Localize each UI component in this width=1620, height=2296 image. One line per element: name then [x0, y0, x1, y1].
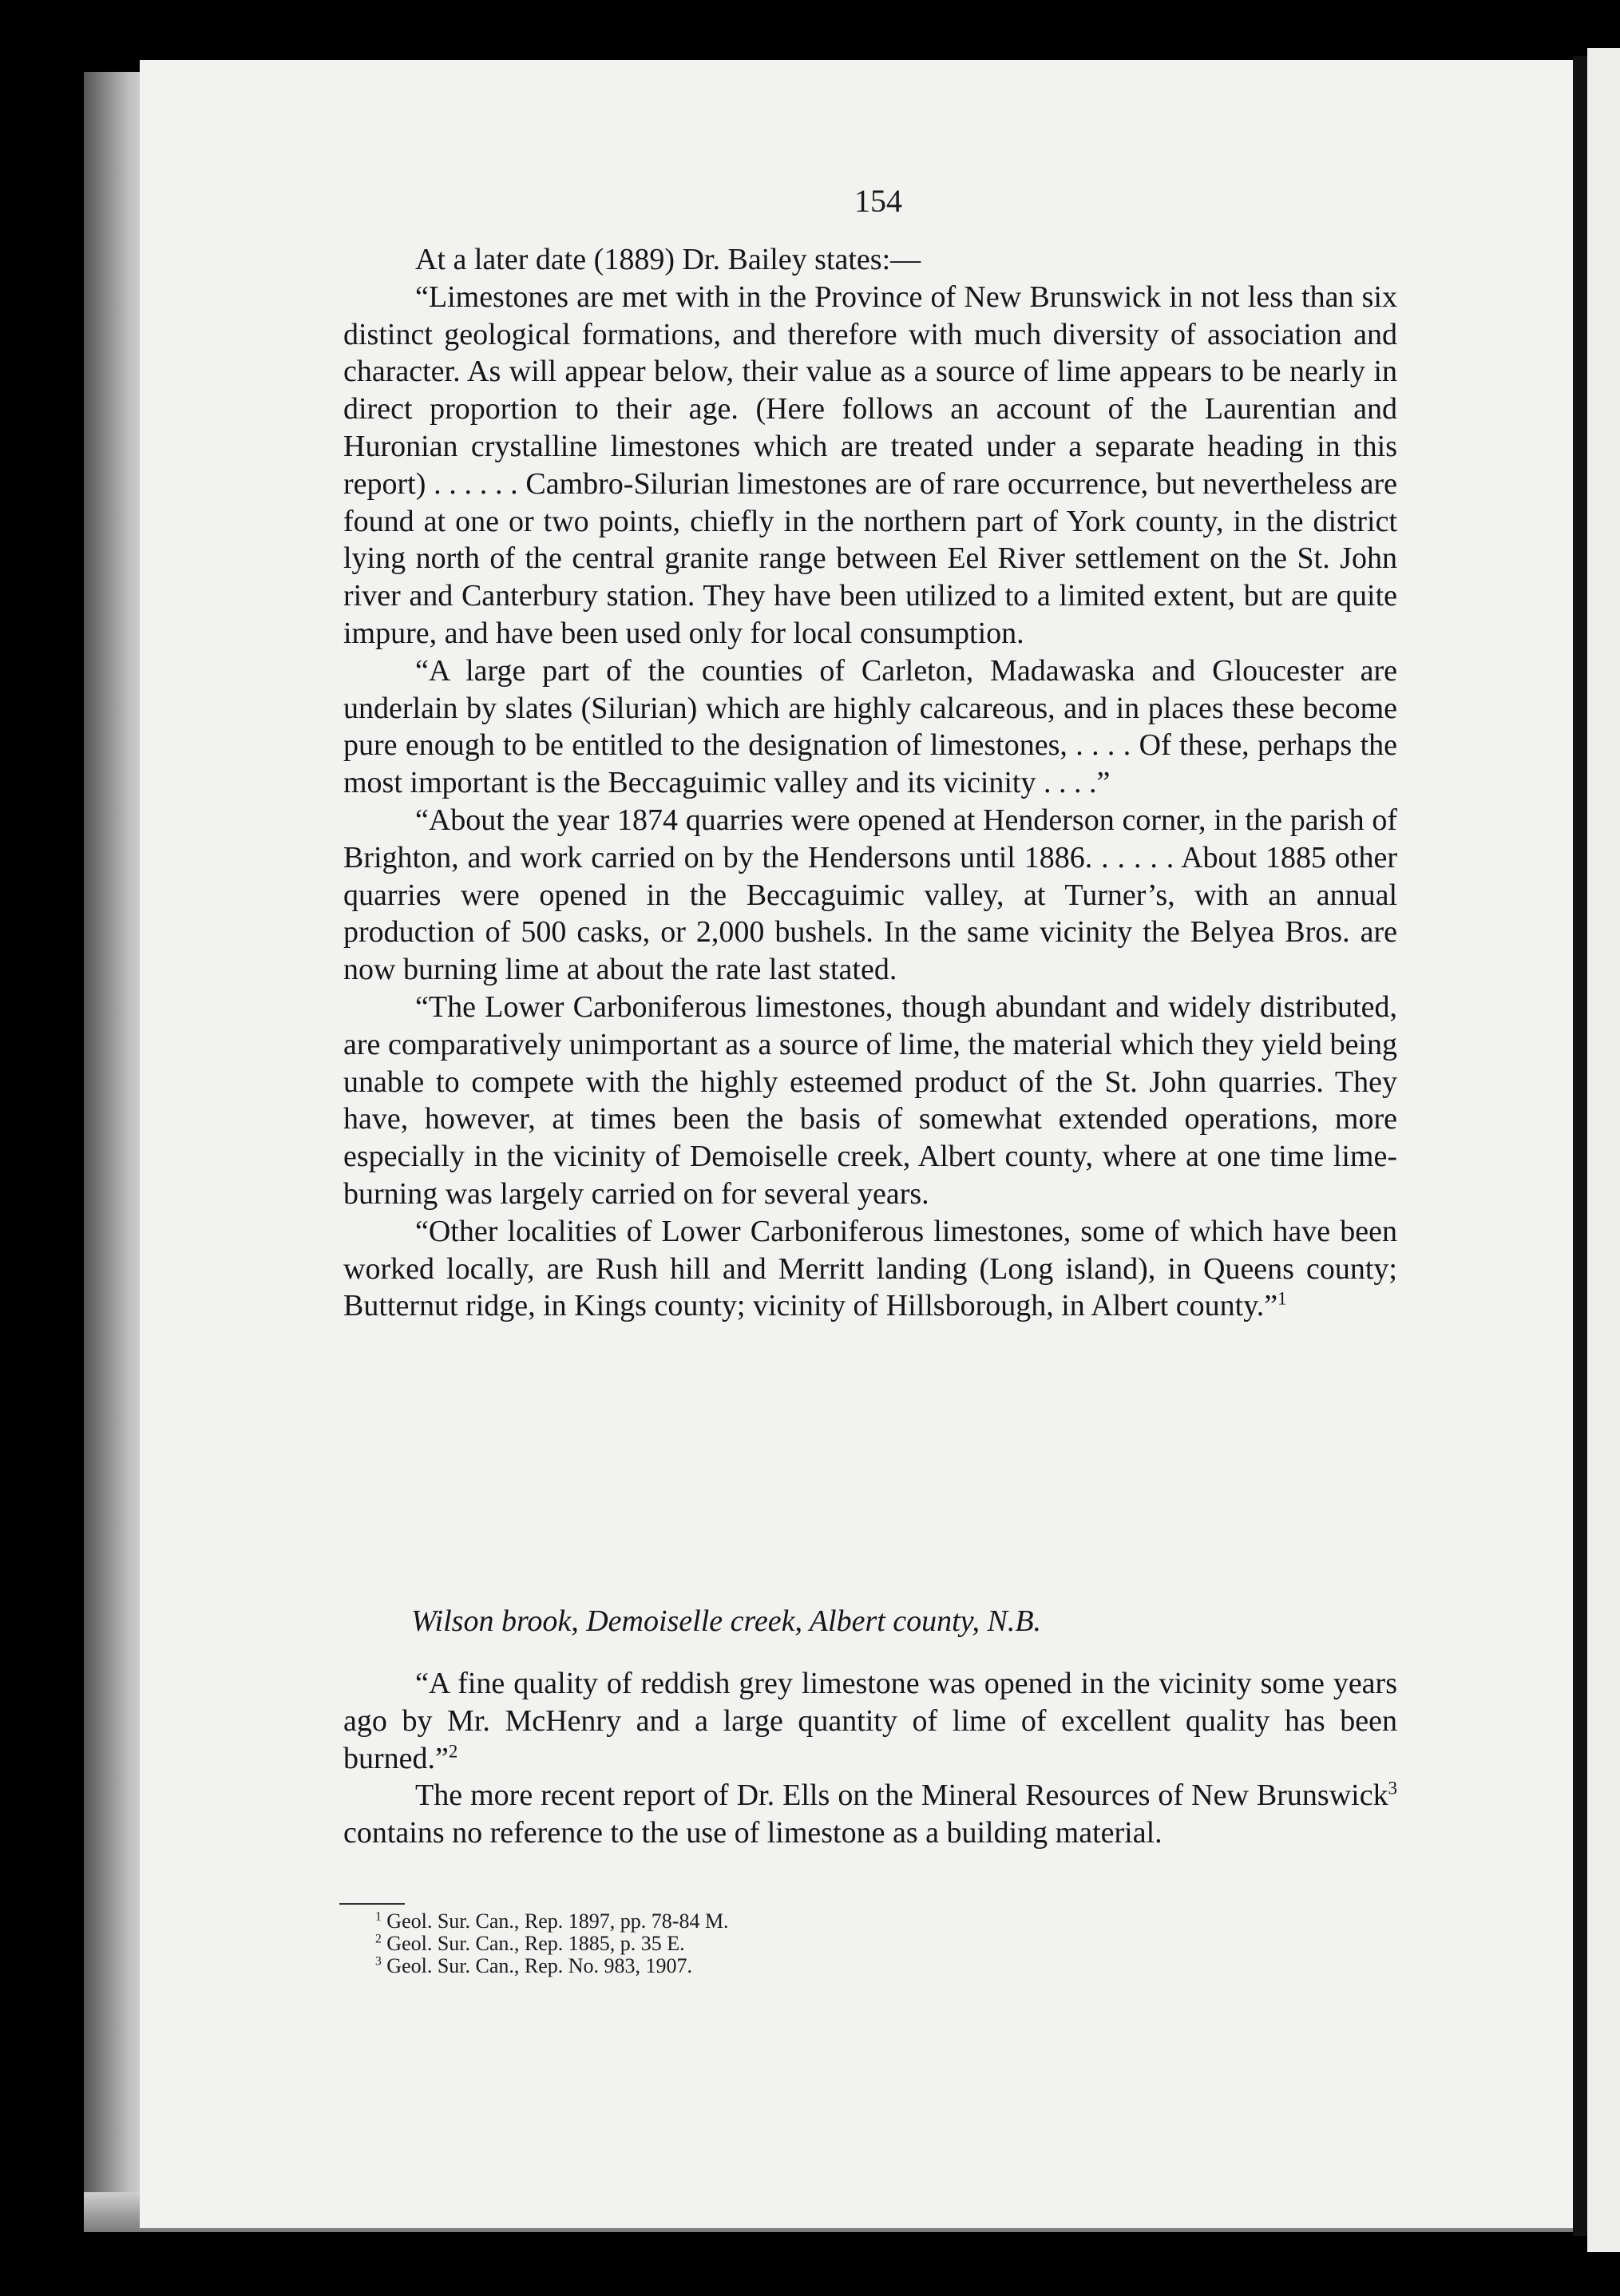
footnote-2: [375, 1933, 1014, 1955]
paragraph-ells-report-text-a: The more recent report of Dr. Ells on the Mineral Resources of New Brunswick: [415, 1779, 1388, 1813]
book-gutter: [1573, 56, 1587, 2236]
footnote-3: [375, 1955, 1014, 1977]
paragraph-wilson-brook: [343, 1665, 1397, 1777]
paragraph-counties: “A large part of the counties of Carleton, Madawaska and Gloucester are underlain by slates (Silurian) which are highly calcareous, and in places these become pure enough to be entitled to the designation of limestones, . . . . Of these, perhaps the most important is the Beccaguimic valley and its vicinity . . . .”: [343, 653, 1397, 800]
paragraph-limestones: “Limestones are met with in the Province of New Brunswick in not less than six distinct geological formations, and therefore with much diversity of association and character. As will appear below, their value as a source of lime appears to be nearly in direct proportion to their age. (Here follows an account of the Laurentian and Huronian crystalline limestones which are treated under a separate heading in this report) . . . . . . Cambro-Silurian limestones are of rare occurrence, but nevertheless are found at one or two points, chiefly in the northern part of York county, in the district lying north of the central granite range between Eel River settlement on the St. John river and Canterbury station. They have been utilized to a limited extent, but are quite impure, and have been used only for local consumption.: [343, 280, 1397, 650]
footnote-ref-1: 1: [1277, 1288, 1287, 1309]
paragraph-ells-report-text-b: contains no reference to the use of limestone as a building material.: [343, 1816, 1163, 1850]
footnote-1: [375, 1910, 1014, 1933]
footnote-text-2: Geol. Sur. Can., Rep. 1885, p. 35 E.: [386, 1932, 685, 1955]
secondary-text-block: [343, 1665, 1397, 1852]
footnote-text-1: Geol. Sur. Can., Rep. 1897, pp. 78-84 M.: [386, 1909, 729, 1933]
paragraph-localities: [343, 1213, 1397, 1325]
paragraph-quarries: “About the year 1874 quarries were opened at Henderson corner, in the parish of Brighton, and work carried on by the Hendersons until 1886. . . . . . About 1885 other quarries were opened in the Beccaguimic valley, at Turner’s, with an annual production of 500 casks, or 2,000 bushels. In the same vicinity the Belyea Bros. are now burning lime at about the rate last stated.: [343, 803, 1397, 987]
paragraph-intro: At a later date (1889) Dr. Bailey states:—: [415, 243, 921, 276]
footnote-mark-3: 3: [375, 1954, 382, 1969]
footnote-mark-1: 1: [375, 1909, 382, 1924]
footnote-ref-2: 2: [448, 1740, 458, 1761]
book-page-edge: [84, 72, 148, 2228]
paragraph-localities-text: “Other localities of Lower Carboniferous limestones, some of which have been worked locally, are Rush hill and Merritt landing (Long island), in Queens county; Butternut ridge, in Kings county; vicinity of Hillsborough, in Albert county.”: [343, 1214, 1397, 1323]
page-number: 154: [854, 183, 902, 219]
paragraph-carboniferous: “The Lower Carboniferous limestones, though abundant and widely distributed, are comparatively unimportant as a source of lime, the material which they yield being unable to compete with the highly esteemed product of the St. John quarries. They have, however, at times been the basis of somewhat extended operations, more especially in the vicinity of Demoiselle creek, Albert county, where at one time lime-burning was largely carried on for several years.: [343, 989, 1397, 1211]
facing-page-edge: [1587, 48, 1620, 2252]
main-text-block: [343, 241, 1397, 1325]
section-heading: Wilson brook, Demoiselle creek, Albert county, N.B.: [411, 1604, 1042, 1638]
footnote-divider: [339, 1903, 405, 1905]
footnote-mark-2: 2: [375, 1932, 382, 1946]
paragraph-ells-report: [343, 1777, 1397, 1852]
paragraph-wilson-brook-text: “A fine quality of reddish grey limestone was opened in the vicinity some years ago by Mr. McHenry and a large quantity of lime of excellent quality has been burned.”: [343, 1667, 1397, 1775]
footnote-text-3: Geol. Sur. Can., Rep. No. 983, 1907.: [386, 1954, 693, 1977]
footnotes: [375, 1910, 1014, 1977]
footnote-ref-3: 3: [1388, 1778, 1397, 1798]
